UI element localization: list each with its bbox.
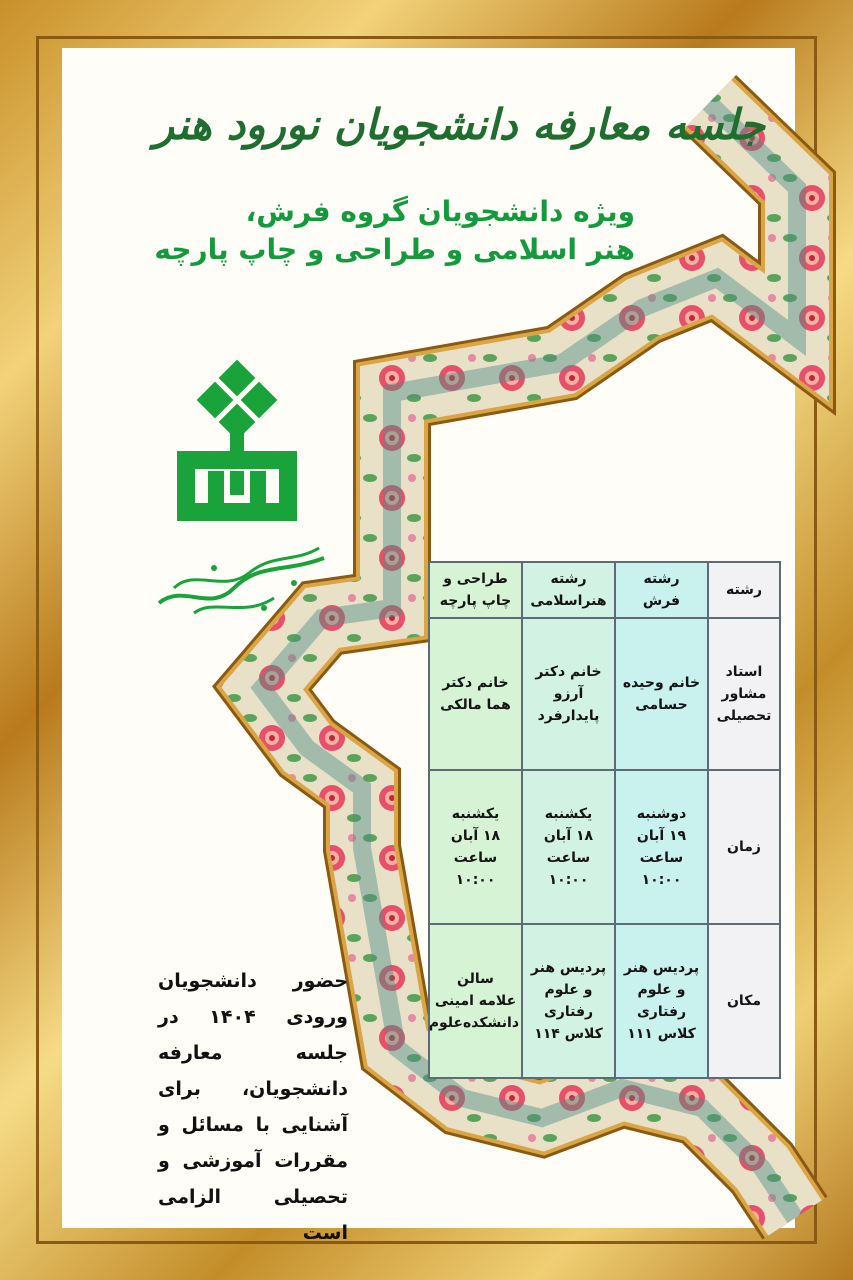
poster-title: جلسه معارفه دانشجویان نورود هنر <box>153 100 765 149</box>
logo-calligraphy <box>154 543 329 623</box>
table-cell: خانم وحیده حسامی <box>615 618 708 770</box>
row-label-cell: زمان <box>708 770 780 924</box>
table-cell: خانم دکتر هما مالکی <box>429 618 522 770</box>
header-carpet-cell: رشته فرش <box>615 562 708 618</box>
table-row-time <box>429 770 780 924</box>
university-logo-icon <box>172 363 302 533</box>
table-cell: پردیس هنر و علوم رفتاری کلاس ۱۱۴ <box>522 924 615 1078</box>
table-row-advisor <box>429 618 780 770</box>
row-label-cell: مکان <box>708 924 780 1078</box>
subtitle-line-2: هنر اسلامی و طراحی و چاپ پارچه <box>154 233 635 266</box>
table-cell: دوشنبه ۱۹ آبان ساعت ۱۰:۰۰ <box>615 770 708 924</box>
header-islamic-art-cell: رشته هنراسلامی <box>522 562 615 618</box>
table-cell: سالن علامه امینی دانشکده‌علوم <box>429 924 522 1078</box>
table-row-location <box>429 924 780 1078</box>
header-textile-cell: طراحی و چاپ پارچه <box>429 562 522 618</box>
table-header-row <box>429 562 780 618</box>
row-label-cell: استاد مشاور تحصیلی <box>708 618 780 770</box>
table-cell: یکشنبه ۱۸ آبان ساعت ۱۰:۰۰ <box>429 770 522 924</box>
table-cell: یکشنبه ۱۸ آبان ساعت ۱۰:۰۰ <box>522 770 615 924</box>
table-cell: خانم دکتر آرزو پایدارفرد <box>522 618 615 770</box>
schedule-table <box>428 561 781 1079</box>
header-label-cell: رشته <box>708 562 780 618</box>
attendance-notice: حضور دانشجویان ورودی ۱۴۰۴ در جلسه معارفه دانشجویان، برای آشنایی با مسائل و مقررات آموزشی و تحصیلی الزامی است <box>158 970 348 1244</box>
subtitle-line-1: ویژه دانشجویان گروه فرش، <box>245 195 635 228</box>
table-cell: پردیس هنر و علوم رفتاری کلاس ۱۱۱ <box>615 924 708 1078</box>
poster-subtitle <box>115 193 635 269</box>
